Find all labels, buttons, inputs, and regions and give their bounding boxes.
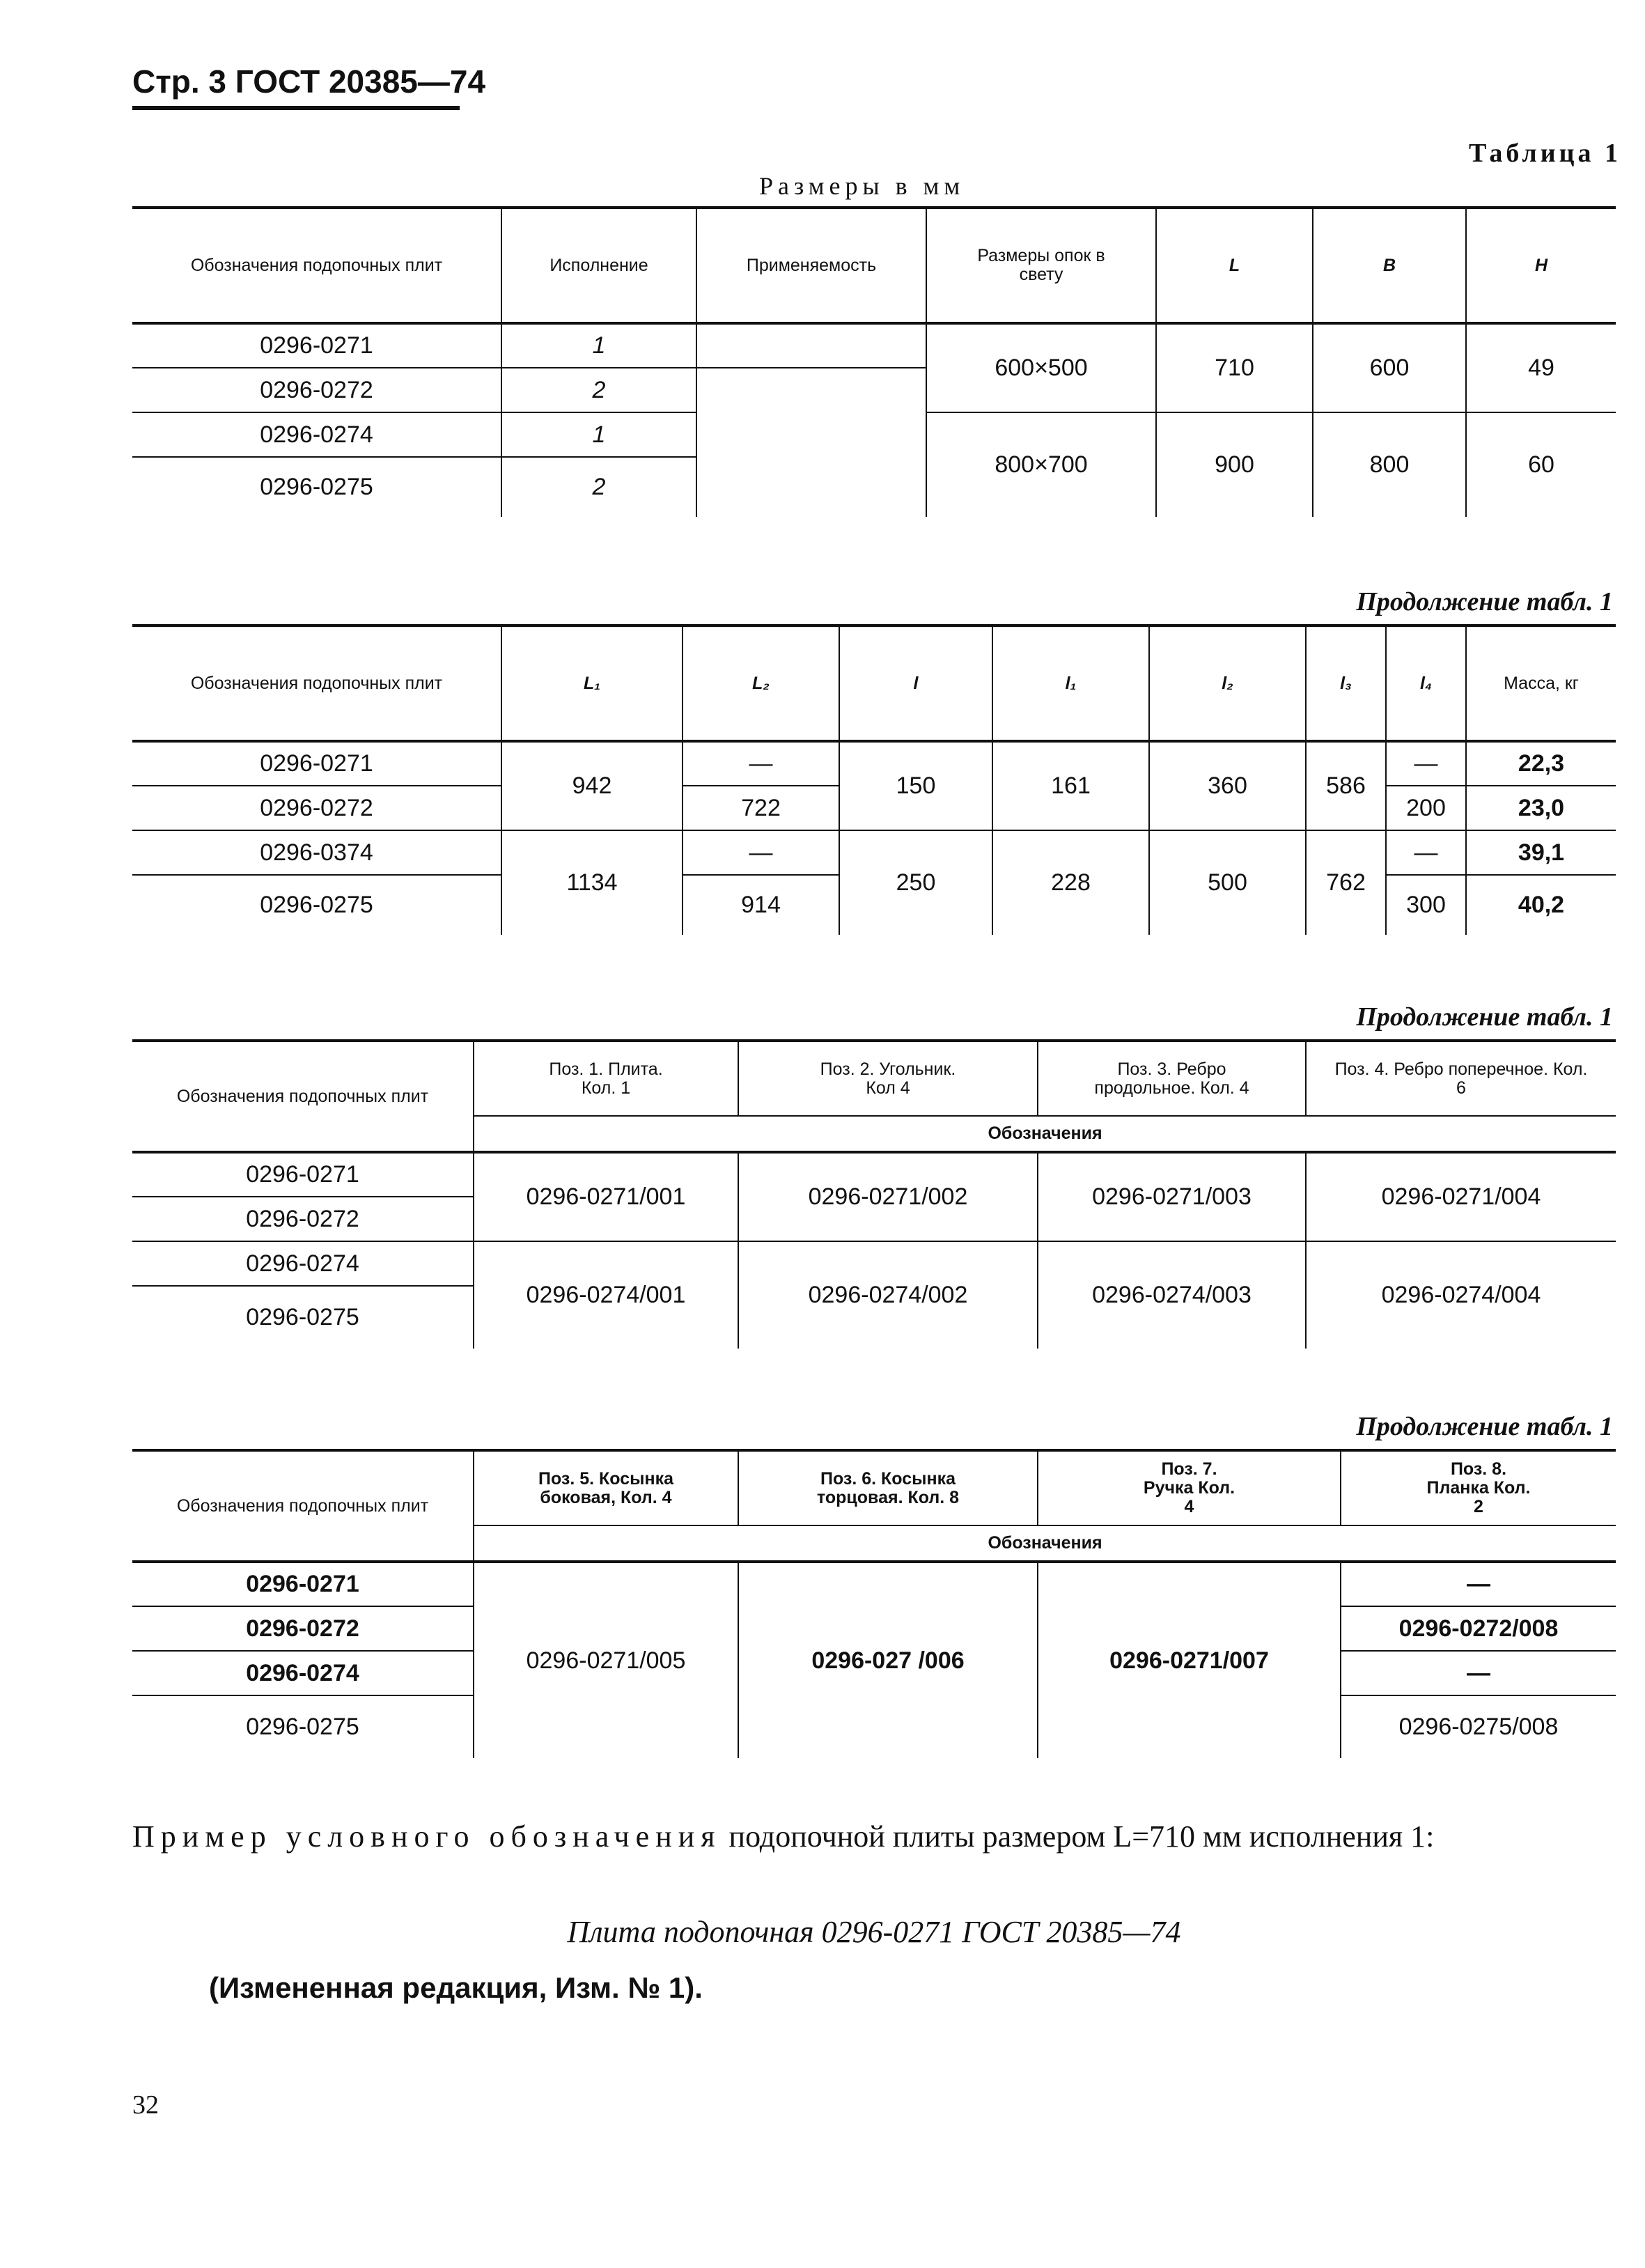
mass-cell: 40,2 [1518, 892, 1565, 918]
plate-code: 0296-0271 [132, 741, 501, 786]
col-header: L [1156, 208, 1313, 323]
mass-cell: 22,3 [1466, 741, 1616, 786]
l-cell: 250 [839, 830, 992, 935]
l4-cell: 200 [1386, 786, 1466, 830]
flask-size-cell: 800×700 [926, 412, 1156, 517]
header-underline [132, 106, 460, 110]
designation-cell: 0296-0271/001 [474, 1152, 738, 1241]
designation-cell: — [1341, 1562, 1616, 1606]
L2-cell: 722 [683, 786, 839, 830]
position-header: Поз. 8. Планка Кол. 2 [1341, 1450, 1616, 1525]
L1-cell: 942 [501, 741, 683, 830]
plate-code: 0296-0275 [132, 1286, 474, 1349]
designation-cell: 0296-0274/003 [1038, 1241, 1306, 1349]
designation-cell: 0296-0274/004 [1381, 1282, 1541, 1308]
mass-cell: 23,0 [1466, 786, 1616, 830]
table1-subtitle: Размеры в мм [759, 172, 965, 200]
plate-code: 0296-0272 [132, 786, 501, 830]
position-header: Поз. 1. Плита. Кол. 1 [474, 1041, 738, 1116]
designations-header: Обозначения [474, 1525, 1616, 1562]
page-number: 32 [132, 2090, 159, 2120]
plate-code: 0296-0271 [132, 323, 501, 368]
l2-cell: 360 [1149, 741, 1306, 830]
designations-header: Обозначения [474, 1116, 1616, 1152]
col-header: l₂ [1149, 626, 1306, 741]
plate-code: 0296-0271 [132, 1562, 474, 1606]
plate-code: 0296-0272 [132, 368, 501, 412]
plate-code: 0296-0374 [132, 830, 501, 875]
L2-cell: — [683, 741, 839, 786]
execution-cell: 1 [501, 323, 696, 368]
mass-cell: 39,1 [1466, 830, 1616, 875]
L2-cell: 914 [683, 875, 839, 935]
L2-cell: — [683, 830, 839, 875]
designation-cell: 0296-0274/002 [738, 1241, 1038, 1349]
designation-cell: 0296-027 /006 [738, 1562, 1038, 1758]
H-cell: 49 [1466, 323, 1616, 412]
col-header: Обозначения подопочных плит [132, 208, 501, 323]
flask-size-cell: 600×500 [926, 323, 1156, 412]
applicability-cell [696, 368, 926, 412]
position-header: Поз. 7. Ручка Кол. 4 [1038, 1450, 1341, 1525]
l-cell: 150 [839, 741, 992, 830]
l1-cell: 161 [992, 741, 1149, 830]
col-header: l₄ [1386, 626, 1466, 741]
plate-code: 0296-0274 [132, 412, 501, 457]
col-header: L₁ [501, 626, 683, 741]
plate-code: 0296-0274 [132, 1651, 474, 1695]
position-header: Поз. 3. Ребро продольное. Кол. 4 [1038, 1041, 1306, 1116]
L-cell: 710 [1156, 323, 1313, 412]
col-header: L₂ [683, 626, 839, 741]
col-header: Обозначения подопочных плит [132, 1450, 474, 1562]
l4-cell: — [1386, 830, 1466, 875]
table4-continuation: Продолжение табл. 1 [1356, 1412, 1613, 1441]
designation-cell: 0296-0275/008 [1398, 1714, 1559, 1740]
plate-code: 0296-0274 [132, 1241, 474, 1286]
example-text-rest: подопочной плиты размером L=710 мм исполнения 1: [721, 1819, 1435, 1854]
example-text-spaced: Пример условного обозначения [132, 1819, 722, 1854]
revision-note: (Измененная редакция, Изм. № 1). [209, 1971, 703, 2004]
designation-cell: 0296-0274/001 [474, 1241, 738, 1349]
plate-code: 0296-0275 [132, 1695, 474, 1758]
l4-cell: 300 [1386, 875, 1466, 935]
l1-cell: 228 [992, 830, 1149, 935]
applicability-cell [696, 412, 926, 457]
plate-code: 0296-0275 [132, 457, 501, 517]
B-cell: 600 [1313, 323, 1466, 412]
col-header: Исполнение [501, 208, 696, 323]
table3-continuation: Продолжение табл. 1 [1356, 1002, 1613, 1032]
applicability-cell [696, 323, 926, 368]
designation-cell: 0296-0271/003 [1038, 1152, 1306, 1241]
col-header: l₃ [1306, 626, 1386, 741]
L-cell: 900 [1156, 412, 1313, 517]
l2-cell: 500 [1149, 830, 1306, 935]
execution-cell: 2 [501, 368, 696, 412]
plate-code: 0296-0275 [132, 875, 501, 935]
col-header: Обозначения подопочных плит [132, 626, 501, 741]
designation-cell: — [1341, 1651, 1616, 1695]
col-header: l₁ [992, 626, 1149, 741]
designation-cell: 0296-0271/004 [1306, 1152, 1616, 1241]
designation-cell: 0296-0271/007 [1038, 1562, 1341, 1758]
page-header: Стр. 3 ГОСТ 20385—74 [132, 63, 486, 100]
position-header: Поз. 5. Косынка боковая, Кол. 4 [474, 1450, 738, 1525]
position-header: Поз. 6. Косынка торцовая. Кол. 8 [738, 1450, 1038, 1525]
plate-code: 0296-0272 [132, 1197, 474, 1241]
L1-cell: 1134 [501, 830, 683, 935]
plate-code: 0296-0272 [132, 1606, 474, 1651]
table-2 [132, 624, 1616, 935]
table-1 [132, 206, 1616, 517]
table-3 [132, 1039, 1616, 1349]
col-header: Применяемость [696, 208, 926, 323]
col-header: l [839, 626, 992, 741]
execution-cell: 1 [501, 412, 696, 457]
table2-continuation: Продолжение табл. 1 [1356, 587, 1613, 616]
plate-code: 0296-0271 [132, 1152, 474, 1197]
col-header: H [1466, 208, 1616, 323]
l4-cell: — [1386, 741, 1466, 786]
execution-cell: 2 [501, 457, 696, 517]
position-header: Поз. 4. Ребро поперечное. Кол. 6 [1306, 1041, 1616, 1116]
table1-title: Таблица 1 [1468, 139, 1621, 168]
example-formula: Плита подопочная 0296-0271 ГОСТ 20385—74 [567, 1915, 1181, 1949]
col-header: B [1313, 208, 1466, 323]
col-header: Обозначения подопочных плит [132, 1041, 474, 1152]
applicability-cell [696, 457, 926, 517]
designation-cell: 0296-0271/005 [474, 1562, 738, 1758]
designation-cell: 0296-0271/002 [738, 1152, 1038, 1241]
table-4 [132, 1449, 1616, 1758]
designation-cell: 0296-0272/008 [1341, 1606, 1616, 1651]
l3-cell: 762 [1306, 830, 1386, 935]
example-paragraph [132, 1817, 1616, 1857]
H-cell: 60 [1528, 451, 1554, 478]
B-cell: 800 [1313, 412, 1466, 517]
position-header: Поз. 2. Угольник. Кол 4 [738, 1041, 1038, 1116]
col-header: Масса, кг [1466, 626, 1616, 741]
col-header: Размеры опок в свету [926, 208, 1156, 323]
l3-cell: 586 [1306, 741, 1386, 830]
